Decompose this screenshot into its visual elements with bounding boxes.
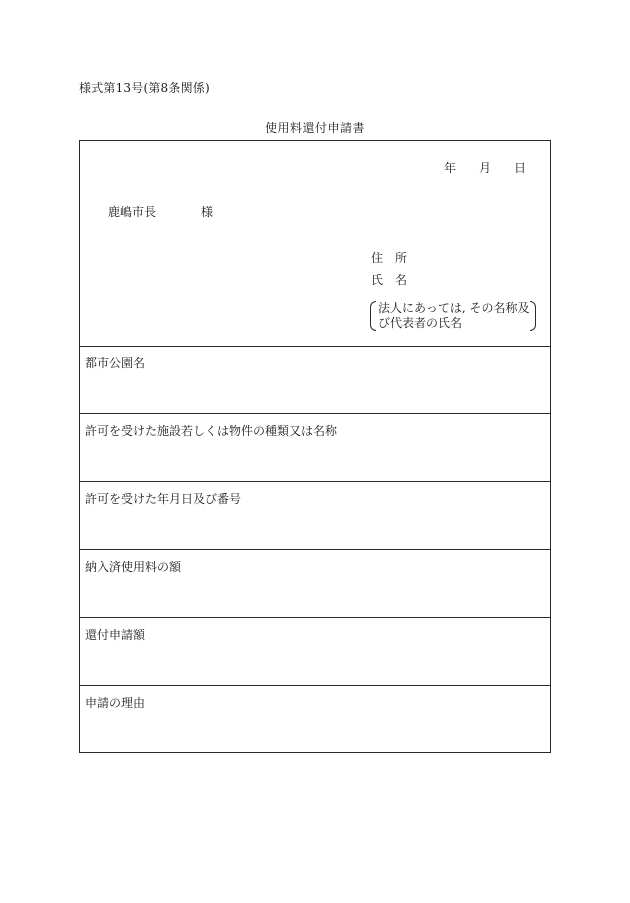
field-label-reason: 申請の理由 xyxy=(85,696,146,710)
right-bracket xyxy=(530,301,536,331)
field-row-facility-type[interactable] xyxy=(80,414,550,482)
field-row-paid-fee[interactable] xyxy=(80,550,550,618)
corporation-note-line-1: 法人にあっては, その名称及 xyxy=(378,301,530,315)
field-row-permit-date-number[interactable] xyxy=(80,482,550,550)
addressee: 鹿嶋市長 xyxy=(108,205,157,219)
field-row-refund-amount[interactable] xyxy=(80,618,550,686)
date-year-label: 年 xyxy=(444,161,457,175)
honorific: 様 xyxy=(201,205,214,219)
field-label-park-name: 都市公園名 xyxy=(85,356,146,370)
left-bracket xyxy=(370,301,376,331)
applicant-name-label: 氏 名 xyxy=(371,273,408,287)
corporation-note-line-2: び代表者の氏名 xyxy=(378,316,463,330)
field-label-refund-amount: 還付申請額 xyxy=(85,628,146,642)
date-month-label: 月 xyxy=(479,161,492,175)
applicant-address-label: 住 所 xyxy=(371,251,408,265)
field-row-park-name[interactable] xyxy=(80,346,550,414)
form-number: 様式第13号(第8条関係) xyxy=(79,81,210,95)
header-block xyxy=(80,141,550,347)
corporation-note xyxy=(370,301,536,331)
field-label-permit-date-number: 許可を受けた年月日及び番号 xyxy=(85,492,242,506)
field-label-facility-type: 許可を受けた施設若しくは物件の種類又は名称 xyxy=(85,424,338,438)
field-row-reason[interactable] xyxy=(80,686,550,754)
document-title: 使用料還付申請書 xyxy=(264,121,365,135)
application-form-table xyxy=(79,140,551,753)
date-day-label: 日 xyxy=(514,161,527,175)
field-label-paid-fee: 納入済使用料の額 xyxy=(85,560,182,574)
corporation-note-text xyxy=(378,301,530,331)
